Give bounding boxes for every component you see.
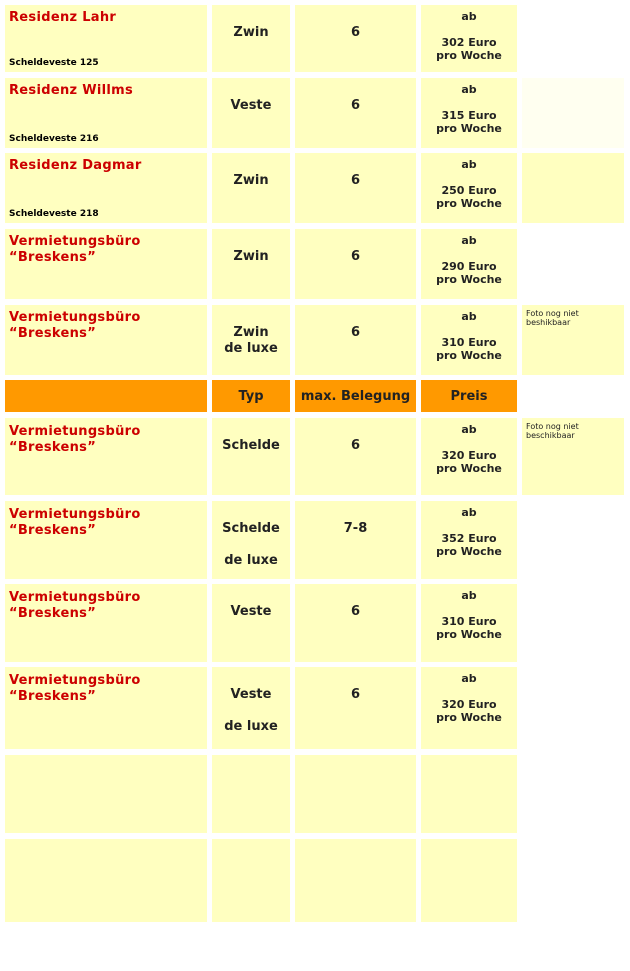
price-amount: 310 Euro: [441, 336, 497, 349]
type-cell: [212, 78, 290, 148]
price-period: pro Woche: [436, 49, 502, 62]
price-period: pro Woche: [436, 462, 502, 475]
capacity-cell: [295, 418, 416, 495]
type-label: Zwin: [233, 249, 269, 264]
price-prefix: ab: [461, 10, 477, 23]
price-prefix: ab: [461, 423, 477, 436]
header-type-label: Typ: [238, 388, 264, 404]
price-amount: 290 Euro: [441, 260, 497, 273]
listing-name: Residenz Dagmar: [9, 158, 142, 173]
empty-cell: [421, 839, 517, 922]
capacity-cell: [295, 153, 416, 223]
price-period: pro Woche: [436, 711, 502, 724]
listing-name-cell: [5, 5, 207, 72]
listing-name-cell: [5, 153, 207, 223]
listing-name-line2: “Breskens”: [9, 689, 97, 704]
listing-address: Scheldeveste 218: [9, 209, 99, 219]
capacity-value: 6: [350, 604, 361, 619]
price-period: pro Woche: [436, 349, 502, 362]
price-cell: [421, 229, 517, 299]
type-cell: [212, 305, 290, 375]
capacity-value: 6: [350, 98, 361, 113]
capacity-cell: [295, 229, 416, 299]
header-type: [212, 380, 290, 412]
price-amount: 250 Euro: [441, 184, 497, 197]
listing-name: Vermietungsbüro: [9, 234, 141, 249]
price-amount: 315 Euro: [441, 109, 497, 122]
type-label-suffix: de luxe: [224, 341, 278, 356]
photo-unavailable-note: Foto nog niet beschikbaar: [526, 422, 579, 440]
price-period: pro Woche: [436, 197, 502, 210]
listing-name: Residenz Lahr: [9, 10, 117, 25]
capacity-cell: [295, 667, 416, 749]
type-cell: [212, 501, 290, 579]
listing-name: Vermietungsbüro: [9, 590, 141, 605]
capacity-value: 6: [350, 325, 361, 340]
empty-cell: [5, 755, 207, 833]
price-amount: 320 Euro: [441, 698, 497, 711]
photo-cell: [522, 153, 624, 223]
listing-name-cell: [5, 501, 207, 579]
capacity-cell: [295, 501, 416, 579]
listing-name-cell: [5, 667, 207, 749]
price-cell: [421, 305, 517, 375]
listing-name-line2: “Breskens”: [9, 440, 97, 455]
type-cell: [212, 667, 290, 749]
listing-name: Vermietungsbüro: [9, 673, 141, 688]
header-name-cell: [5, 380, 207, 412]
type-cell: [212, 229, 290, 299]
price-period: pro Woche: [436, 545, 502, 558]
listing-name-cell: [5, 418, 207, 495]
listing-name: Vermietungsbüro: [9, 310, 141, 325]
price-amount: 310 Euro: [441, 615, 497, 628]
listing-name-cell: [5, 305, 207, 375]
price-cell: [421, 78, 517, 148]
type-label-suffix: de luxe: [224, 719, 278, 734]
price-cell: [421, 5, 517, 72]
price-prefix: ab: [461, 672, 477, 685]
listing-name: Vermietungsbüro: [9, 507, 141, 522]
capacity-cell: [295, 5, 416, 72]
header-price-label: Preis: [450, 388, 488, 404]
empty-cell: [212, 839, 290, 922]
capacity-cell: [295, 584, 416, 662]
listing-address: Scheldeveste 216: [9, 134, 99, 144]
type-label: Schelde: [222, 438, 280, 453]
photo-cell: [522, 78, 624, 148]
empty-cell: [421, 755, 517, 833]
photo-cell: [522, 305, 624, 375]
type-label-suffix: de luxe: [224, 553, 278, 568]
capacity-cell: [295, 305, 416, 375]
capacity-value: 6: [350, 249, 361, 264]
capacity-value: 6: [350, 173, 361, 188]
type-label: Schelde: [222, 521, 280, 536]
photo-cell: [522, 418, 624, 495]
price-prefix: ab: [461, 310, 477, 323]
type-label: Zwin: [233, 325, 269, 340]
capacity-value: 6: [350, 438, 361, 453]
capacity-value: 6: [350, 687, 361, 702]
listing-name-cell: [5, 78, 207, 148]
listing-address: Scheldeveste 125: [9, 58, 99, 68]
price-amount: 352 Euro: [441, 532, 497, 545]
price-cell: [421, 418, 517, 495]
type-label: Zwin: [233, 25, 269, 40]
header-capacity: [295, 380, 416, 412]
price-period: pro Woche: [436, 122, 502, 135]
price-cell: [421, 153, 517, 223]
listing-name-line2: “Breskens”: [9, 250, 97, 265]
price-prefix: ab: [461, 589, 477, 602]
listing-name-line2: “Breskens”: [9, 523, 97, 538]
photo-unavailable-note: Foto nog niet beshikbaar: [526, 309, 579, 327]
price-amount: 302 Euro: [441, 36, 497, 49]
listing-name-cell: [5, 229, 207, 299]
listing-name-cell: [5, 584, 207, 662]
type-cell: [212, 584, 290, 662]
price-prefix: ab: [461, 83, 477, 96]
listing-name: Vermietungsbüro: [9, 424, 141, 439]
price-cell: [421, 667, 517, 749]
type-cell: [212, 5, 290, 72]
empty-cell: [212, 755, 290, 833]
capacity-cell: [295, 78, 416, 148]
type-cell: [212, 153, 290, 223]
price-amount: 320 Euro: [441, 449, 497, 462]
capacity-value: 7-8: [343, 521, 368, 536]
price-prefix: ab: [461, 234, 477, 247]
type-cell: [212, 418, 290, 495]
header-price: [421, 380, 517, 412]
price-period: pro Woche: [436, 628, 502, 641]
price-prefix: ab: [461, 158, 477, 171]
empty-cell: [295, 755, 416, 833]
listing-name-line2: “Breskens”: [9, 326, 97, 341]
header-capacity-label: max. Belegung: [300, 388, 411, 404]
type-label: Veste: [230, 687, 272, 702]
price-period: pro Woche: [436, 273, 502, 286]
type-label: Zwin: [233, 173, 269, 188]
price-cell: [421, 501, 517, 579]
empty-cell: [295, 839, 416, 922]
listing-name-line2: “Breskens”: [9, 606, 97, 621]
price-cell: [421, 584, 517, 662]
empty-cell: [5, 839, 207, 922]
type-label: Veste: [230, 98, 272, 113]
type-label: Veste: [230, 604, 272, 619]
price-prefix: ab: [461, 506, 477, 519]
capacity-value: 6: [350, 25, 361, 40]
listing-name: Residenz Willms: [9, 83, 133, 98]
